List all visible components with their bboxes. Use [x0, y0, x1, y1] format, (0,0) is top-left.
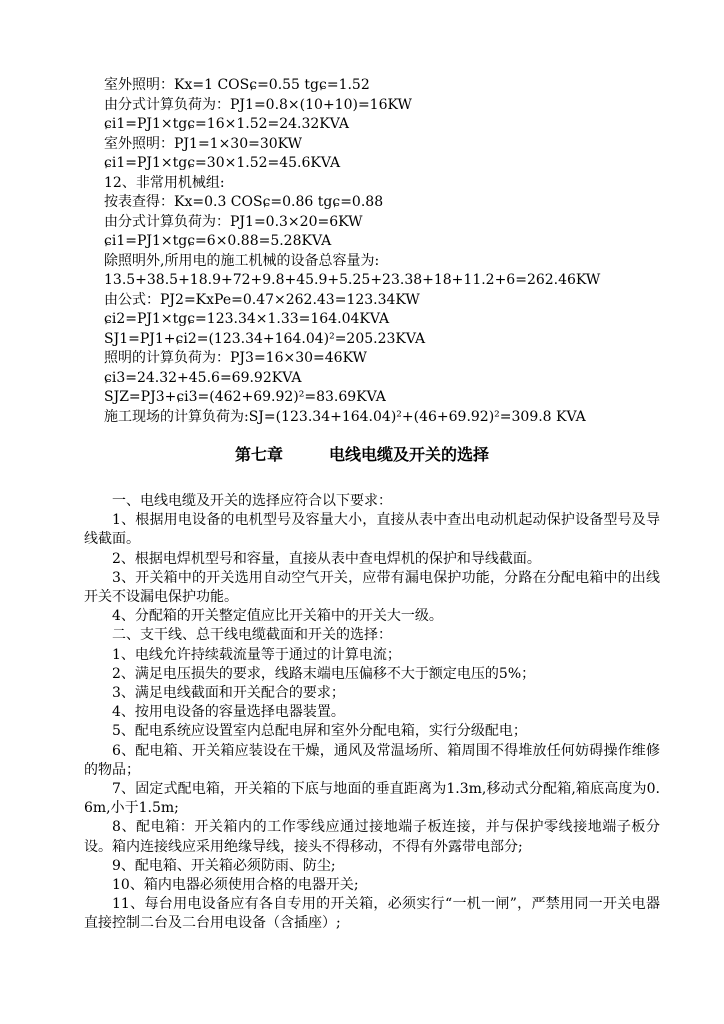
calc-line: 由分式计算负荷为：PJ1=0.8×(10+10)=16KW — [104, 96, 412, 113]
calc-line: 除照明外,所用电的施工机械的设备总容量为: — [104, 252, 380, 269]
calc-line: ɕi2=PJ1×tgɕ=123.34×1.33=164.04KVA — [104, 311, 390, 327]
section-heading-2: 二、支干线、总干线电缆截面和开关的选择： — [112, 627, 392, 644]
load-calculation-block — [104, 76, 684, 427]
body-paragraph: 4、按用电设备的容量选择电器装置。 — [112, 704, 345, 721]
body-paragraph: 5、配电系统应设置室内总配电屏和室外分配电箱，实行分级配电； — [112, 723, 527, 740]
body-paragraph: 3、满足电线截面和开关配合的要求； — [112, 685, 345, 702]
calc-line: 由公式：PJ2=KxPe=0.47×262.43=123.34KW — [104, 291, 420, 308]
calc-line: 由分式计算负荷为：PJ1=0.3×20=6KW — [104, 213, 363, 230]
chapter-heading — [0, 444, 724, 466]
calc-line: SJ1=PJ1+ɕi2=(123.34+164.04)²=205.23KVA — [104, 330, 426, 347]
calc-line-total-capacity-sum: 13.5+38.5+18.9+72+9.8+45.9+5.25+23.38+18+11.2+6=262.46KW — [104, 272, 601, 288]
body-paragraph: 2、根据电焊机型号和容量，直接从表中查电焊机的保护和导线截面。 — [112, 550, 541, 567]
body-paragraph: 7、固定式配电箱，开关箱的下底与地面的垂直距离为1.3m,移动式分配箱,箱底高度为0.6m,小于1.5m; — [84, 781, 660, 817]
chapter-number: 第七章 — [234, 445, 283, 464]
body-paragraph: 1、根据用电设备的电机型号及容量大小，直接从表中查出电动机起动保护设备型号及导线截面。 — [84, 512, 660, 548]
calc-line: 照明的计算负荷为：PJ3=16×30=46KW — [104, 350, 367, 366]
calc-line: ɕi1=PJ1×tgɕ=6×0.88=5.28KVA — [104, 233, 332, 249]
body-paragraph: 3、开关箱中的开关选用自动空气开关，应带有漏电保护功能，分路在分配电箱中的出线开关不设漏电保护功能。 — [84, 569, 660, 606]
calc-line: 按表查得：Kx=0.3 COSɕ=0.86 tgɕ=0.88 — [104, 194, 384, 210]
body-paragraph: 2、满足电压损失的要求，线路末端电压偏移不大于额定电压的5%； — [112, 665, 536, 682]
body-paragraph: 11、每台用电设备应有各自专用的开关箱，必须实行“一机一闸”，严禁用同一开关电器直接控制二台及二台用电设备（含插座）; — [84, 896, 660, 932]
calc-line: ɕi1=PJ1×tgɕ=30×1.52=45.6KVA — [104, 155, 341, 171]
chapter-body — [84, 492, 660, 934]
calc-line: 室外照明：PJ1=1×30=30KW — [104, 135, 303, 152]
calc-line-site-total-load: 施工现场的计算负荷为:SJ=(123.34+164.04)²+(46+69.92)²=309.8 KVA — [104, 408, 586, 425]
calc-line: ɕi1=PJ1×tgɕ=16×1.52=24.32KVA — [104, 116, 350, 132]
calc-line: SJZ=PJ3+ɕi3=(462+69.92)²=83.69KVA — [104, 389, 386, 405]
body-paragraph: 6、配电箱、开关箱应装设在干燥，通风及常温场所、箱周围不得堆放任何妨碍操作维修的物品； — [84, 742, 660, 778]
body-paragraph: 9、配电箱、开关箱必须防雨、防尘; — [112, 857, 336, 874]
body-paragraph: 10、箱内电器必须使用合格的电器开关; — [112, 877, 359, 894]
calc-line: ɕi3=24.32+45.6=69.92KVA — [104, 369, 302, 386]
body-paragraph: 1、电线允许持续载流量等于通过的计算电流； — [112, 646, 401, 663]
section-heading-1: 一、电线电缆及开关的选择应符合以下要求： — [112, 493, 392, 509]
body-paragraph: 4、分配箱的开关整定值应比开关箱中的开关大一级。 — [112, 608, 443, 625]
calc-line-section-12: 12、非常用机械组: — [104, 174, 225, 191]
chapter-title: 电线电缆及开关的选择 — [329, 445, 490, 464]
calc-line-outdoor-lighting-coefficients: 室外照明：Kx=1 COSɕ=0.55 tgɕ=1.52 — [104, 77, 370, 93]
body-paragraph: 8、配电箱：开关箱内的工作零线应通过接地端子板连接，并与保护零线接地端子板分设。箱内连接线应采用绝缘导线，接头不得移动，不得有外露带电部分; — [84, 819, 660, 855]
